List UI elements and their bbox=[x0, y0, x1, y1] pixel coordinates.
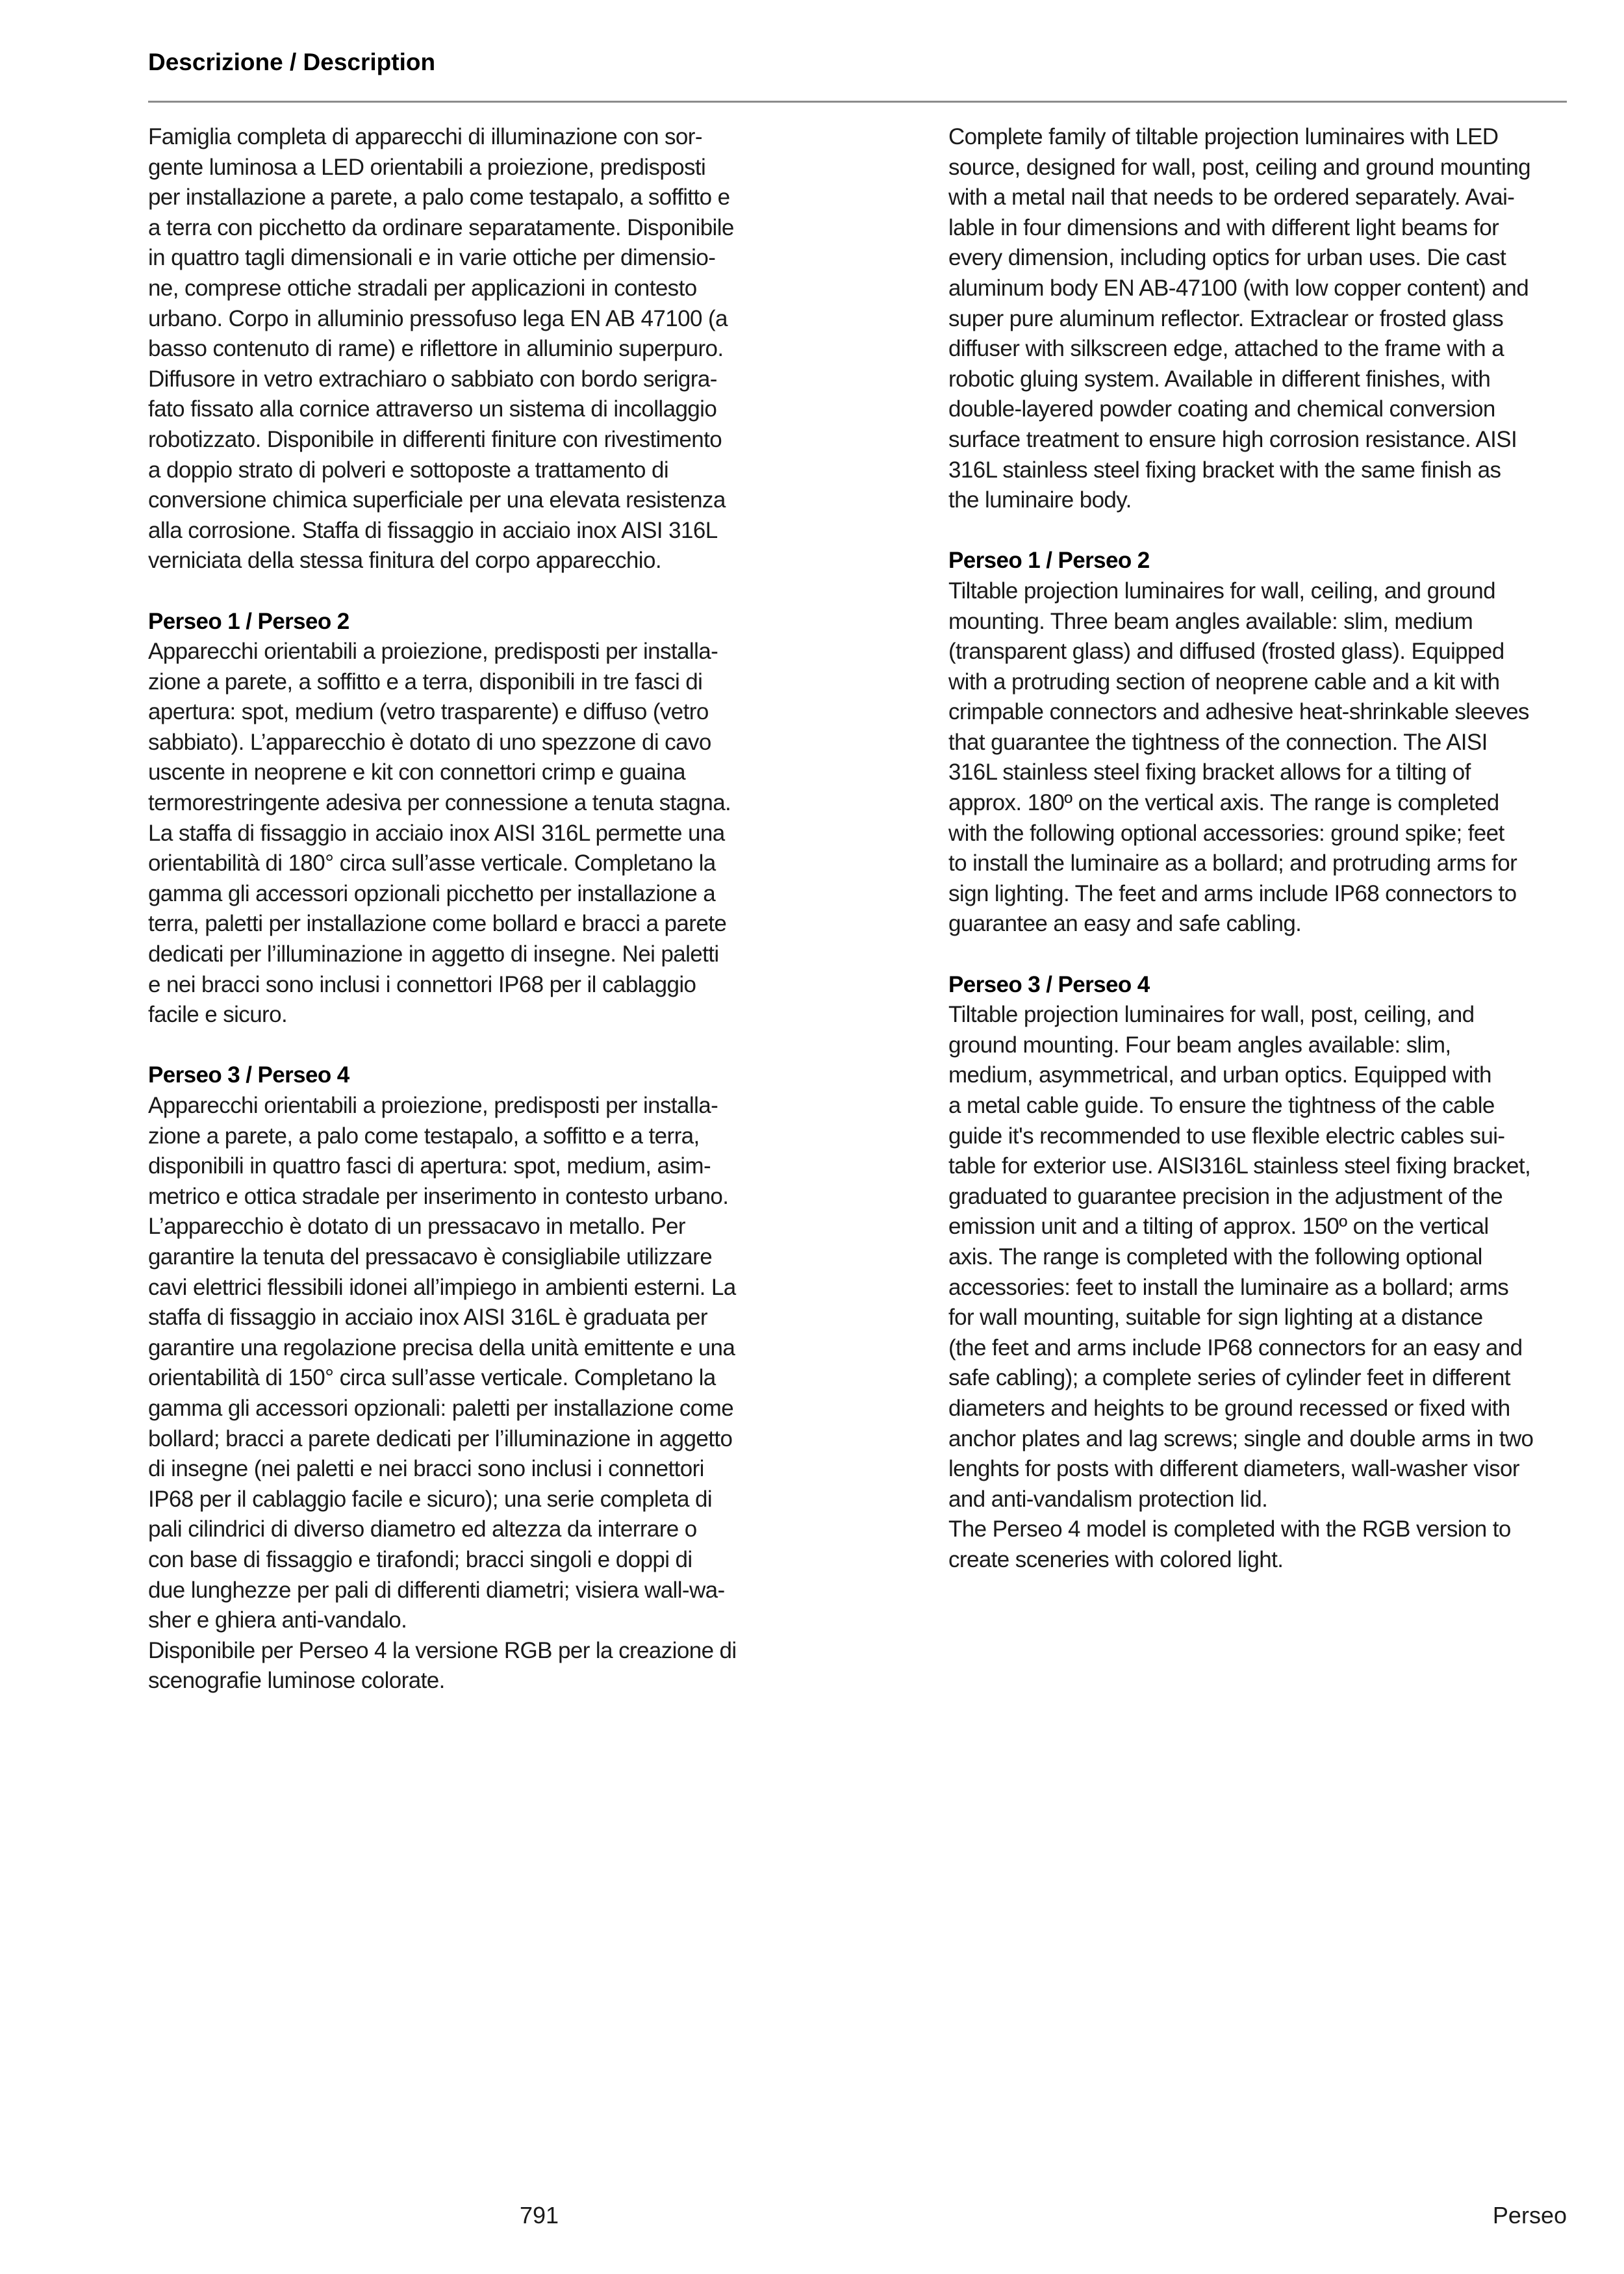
intro-line: with a metal nail that needs to be ordered separately. Avai- bbox=[948, 185, 1515, 211]
intro-line: 316L stainless steel fixing bracket with the same finish as bbox=[948, 457, 1501, 483]
section-line: pali cilindrici di diverso diametro ed altezza da interrare o bbox=[148, 1516, 697, 1542]
section-line: guarantee an easy and safe cabling. bbox=[948, 911, 1302, 937]
paragraph-gap bbox=[948, 939, 1598, 970]
intro-line: conversione chimica superficiale per una elevata resistenza bbox=[148, 487, 726, 513]
section-line: ground mounting. Four beam angles available: slim, bbox=[948, 1032, 1451, 1058]
section-line: Tiltable projection luminaires for wall, post, ceiling, and bbox=[948, 1002, 1475, 1028]
section-line: sign lighting. The feet and arms include IP68 connectors to bbox=[948, 880, 1517, 906]
intro-line: diffuser with silkscreen edge, attached to the frame with a bbox=[948, 336, 1504, 362]
section-line: zione a parete, a palo come testapalo, a soffitto e a terra, bbox=[148, 1123, 700, 1149]
section-line: metrico e ottica stradale per inserimento in contesto urbano. bbox=[148, 1183, 729, 1209]
intro-line: fato fissato alla cornice attraverso un sistema di incollaggio bbox=[148, 396, 717, 422]
section-heading: Perseo 3 / Perseo 4 bbox=[948, 971, 1150, 997]
intro-line: alla corrosione. Staffa di fissaggio in acciaio inox AISI 316L bbox=[148, 517, 718, 543]
section-heading: Perseo 3 / Perseo 4 bbox=[148, 1062, 349, 1088]
section-line: create sceneries with colored light. bbox=[948, 1546, 1284, 1572]
intro-line: a terra con picchetto da ordinare separatamente. Disponibile bbox=[148, 214, 734, 240]
section-line: crimpable connectors and adhesive heat-shrinkable sleeves bbox=[948, 699, 1529, 725]
intro-line: gente luminosa a LED orientabili a proiezione, predisposti bbox=[148, 154, 706, 180]
page-title: Descrizione / Description bbox=[148, 49, 436, 75]
title-divider bbox=[148, 101, 1567, 103]
intro-line: Complete family of tiltable projection luminaires with LED bbox=[948, 124, 1499, 149]
section-line: uscente in neoprene e kit con connettori crimp e guaina bbox=[148, 760, 685, 786]
intro-line: surface treatment to ensure high corrosion resistance. AISI bbox=[948, 426, 1517, 452]
section-line: with a protruding section of neoprene cable and a kit with bbox=[948, 669, 1500, 695]
section-line: mounting. Three beam angles available: slim, medium bbox=[948, 608, 1473, 634]
intro-line: aluminum body EN AB-47100 (with low copper content) and bbox=[948, 275, 1529, 301]
section-line: facile e sicuro. bbox=[148, 1002, 288, 1028]
section-line: for wall mounting, suitable for sign lighting at a distance bbox=[948, 1305, 1483, 1331]
section-line: and anti-vandalism protection lid. bbox=[948, 1486, 1268, 1512]
section-line: (the feet and arms include IP68 connectors for an easy and bbox=[948, 1335, 1523, 1361]
section-line: that guarantee the tightness of the connection. The AISI bbox=[948, 729, 1488, 755]
intro-line: Famiglia completa di apparecchi di illuminazione con sor- bbox=[148, 124, 702, 149]
section-line: e nei bracci sono inclusi i connettori IP68 per il cablaggio bbox=[148, 971, 696, 997]
section-line: accessories: feet to install the luminaire as a bollard; arms bbox=[948, 1274, 1509, 1300]
section-line: medium, asymmetrical, and urban optics. Equipped with bbox=[948, 1062, 1491, 1088]
product-family-label: Perseo bbox=[1492, 2202, 1567, 2229]
intro-line: Diffusore in vetro extrachiaro o sabbiato con bordo serigra- bbox=[148, 366, 717, 392]
section-line: table for exterior use. AISI316L stainless steel fixing bracket, bbox=[948, 1153, 1531, 1179]
intro-line: in quattro tagli dimensionali e in varie ottiche per dimensio- bbox=[148, 245, 716, 271]
page-number: 791 bbox=[520, 2202, 559, 2229]
paragraph-gap bbox=[148, 576, 798, 607]
intro-line: super pure aluminum reflector. Extraclear or frosted glass bbox=[948, 305, 1504, 331]
section-line: Apparecchi orientabili a proiezione, predisposti per installa- bbox=[148, 1093, 718, 1118]
intro-line: basso contenuto di rame) e riflettore in alluminio superpuro. bbox=[148, 336, 724, 362]
section-line: axis. The range is completed with the following optional bbox=[948, 1244, 1482, 1270]
section-line: apertura: spot, medium (vetro trasparente) e diffuso (vetro bbox=[148, 699, 709, 725]
section-line: emission unit and a tilting of approx. 150º on the vertical bbox=[948, 1214, 1489, 1240]
section-line: diameters and heights to be ground recessed or fixed with bbox=[948, 1395, 1510, 1421]
section-line: safe cabling); a complete series of cylinder feet in different bbox=[948, 1365, 1510, 1391]
intro-line: source, designed for wall, post, ceiling and ground mounting bbox=[948, 154, 1530, 180]
section-line: terra, paletti per installazione come bollard e bracci a parete bbox=[148, 911, 727, 937]
intro-line: verniciata della stessa finitura del corpo apparecchio. bbox=[148, 548, 661, 574]
italian-column bbox=[148, 122, 798, 1696]
section-line: a metal cable guide. To ensure the tightness of the cable bbox=[948, 1093, 1495, 1118]
paragraph-gap bbox=[148, 1030, 798, 1061]
english-column bbox=[948, 122, 1598, 1576]
section-line: (transparent glass) and diffused (frosted glass). Equipped bbox=[948, 639, 1504, 665]
intro-line: robotizzato. Disponibile in differenti finiture con rivestimento bbox=[148, 426, 722, 452]
section-line: bollard; bracci a parete dedicati per l’illuminazione in aggetto bbox=[148, 1425, 733, 1451]
section-heading: Perseo 1 / Perseo 2 bbox=[148, 608, 349, 634]
section-line: zione a parete, a soffitto e a terra, disponibili in tre fasci di bbox=[148, 669, 703, 695]
section-line: cavi elettrici flessibili idonei all’impiego in ambienti esterni. La bbox=[148, 1274, 736, 1300]
section-line: 316L stainless steel fixing bracket allows for a tilting of bbox=[948, 760, 1471, 786]
section-line: IP68 per il cablaggio facile e sicuro); una serie completa di bbox=[148, 1486, 713, 1512]
intro-line: urbano. Corpo in alluminio pressofuso lega EN AB 47100 (a bbox=[148, 305, 728, 331]
section-line: disponibili in quattro fasci di apertura: spot, medium, asim- bbox=[148, 1153, 711, 1179]
section-line: con base di fissaggio e tirafondi; bracci singoli e doppi di bbox=[148, 1546, 692, 1572]
section-line: gamma gli accessori opzionali picchetto per installazione a bbox=[148, 880, 716, 906]
intro-line: robotic gluing system. Available in different finishes, with bbox=[948, 366, 1491, 392]
section-line: gamma gli accessori opzionali: paletti per installazione come bbox=[148, 1395, 734, 1421]
section-line: orientabilità di 180° circa sull’asse verticale. Completano la bbox=[148, 850, 716, 876]
intro-line: every dimension, including optics for urban uses. Die cast bbox=[948, 245, 1506, 271]
section-line: lenghts for posts with different diameters, wall-washer visor bbox=[948, 1456, 1519, 1482]
intro-line: double-layered powder coating and chemical conversion bbox=[948, 396, 1495, 422]
section-line: to install the luminaire as a bollard; and protruding arms for bbox=[948, 850, 1517, 876]
section-line: sabbiato). L’apparecchio è dotato di uno spezzone di cavo bbox=[148, 729, 711, 755]
section-line: Tiltable projection luminaires for wall, ceiling, and ground bbox=[948, 578, 1496, 604]
section-line: staffa di fissaggio in acciaio inox AISI 316L è graduata per bbox=[148, 1305, 707, 1331]
section-line: due lunghezze per pali di differenti diametri; visiera wall-wa- bbox=[148, 1577, 725, 1603]
section-heading: Perseo 1 / Perseo 2 bbox=[948, 548, 1150, 574]
section-line: graduated to guarantee precision in the adjustment of the bbox=[948, 1183, 1503, 1209]
section-line: guide it's recommended to use flexible electric cables sui- bbox=[948, 1123, 1505, 1149]
intro-line: lable in four dimensions and with different light beams for bbox=[948, 214, 1499, 240]
paragraph-gap bbox=[948, 516, 1598, 546]
section-line: anchor plates and lag screws; single and double arms in two bbox=[948, 1425, 1534, 1451]
section-line: La staffa di fissaggio in acciaio inox AISI 316L permette una bbox=[148, 820, 725, 846]
section-line: di insegne (nei paletti e nei bracci sono inclusi i connettori bbox=[148, 1456, 704, 1482]
intro-line: the luminaire body. bbox=[948, 487, 1132, 513]
section-line: Disponibile per Perseo 4 la versione RGB per la creazione di bbox=[148, 1637, 737, 1663]
section-line: orientabilità di 150° circa sull’asse verticale. Completano la bbox=[148, 1365, 716, 1391]
section-line: scenografie luminose colorate. bbox=[148, 1668, 445, 1694]
section-line: The Perseo 4 model is completed with the RGB version to bbox=[948, 1516, 1511, 1542]
section-line: Apparecchi orientabili a proiezione, predisposti per installa- bbox=[148, 639, 718, 665]
intro-line: per installazione a parete, a palo come testapalo, a soffitto e bbox=[148, 185, 730, 211]
section-line: approx. 180º on the vertical axis. The range is completed bbox=[948, 790, 1499, 816]
section-line: L’apparecchio è dotato di un pressacavo in metallo. Per bbox=[148, 1214, 685, 1240]
section-line: dedicati per l’illuminazione in aggetto di insegne. Nei paletti bbox=[148, 941, 719, 967]
section-line: garantire la tenuta del pressacavo è consigliabile utilizzare bbox=[148, 1244, 713, 1270]
intro-line: a doppio strato di polveri e sottoposte a trattamento di bbox=[148, 457, 669, 483]
section-line: with the following optional accessories: ground spike; feet bbox=[948, 820, 1504, 846]
section-line: termorestringente adesiva per connessione a tenuta stagna. bbox=[148, 790, 731, 816]
section-line: garantire una regolazione precisa della unità emittente e una bbox=[148, 1335, 735, 1361]
section-line: sher e ghiera anti-vandalo. bbox=[148, 1607, 407, 1633]
intro-line: ne, comprese ottiche stradali per applicazioni in contesto bbox=[148, 275, 697, 301]
